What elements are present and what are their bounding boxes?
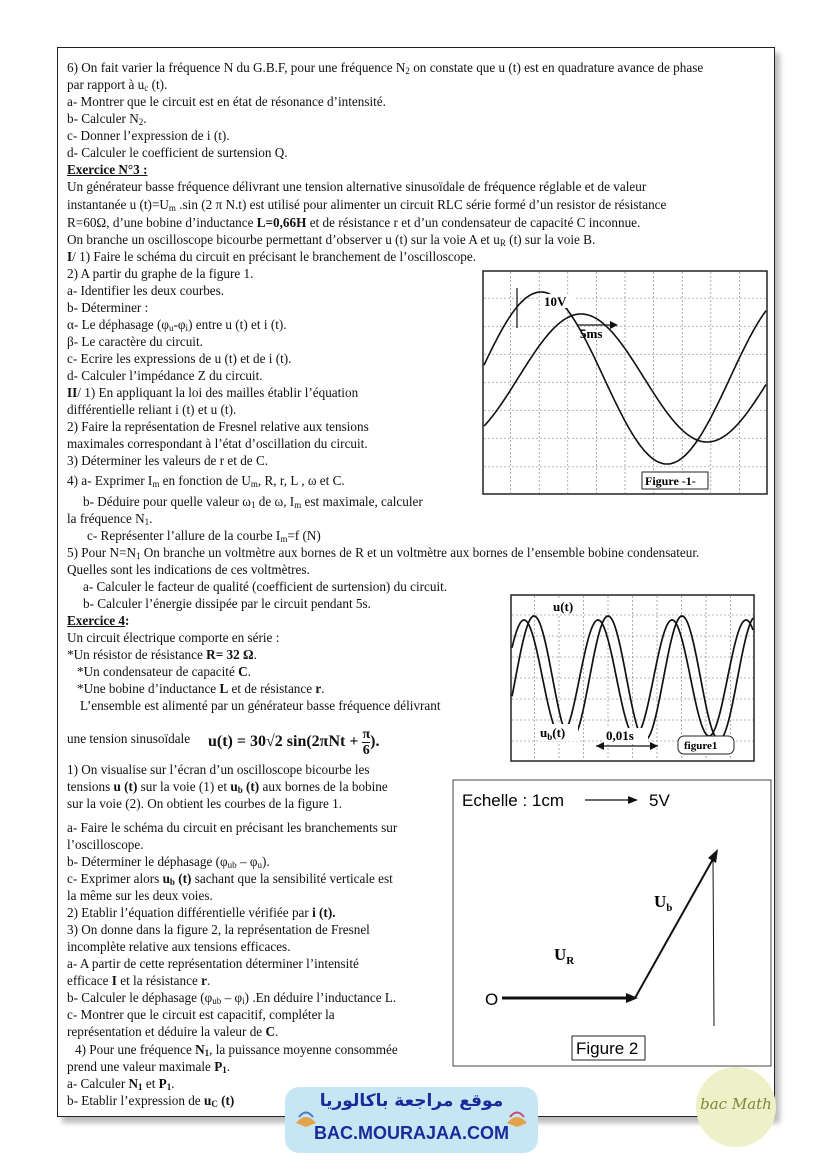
ex3-ii-q4a: 4) a- Exprimer $I_m$ en fonction de $U_m$, R, r, L , ω et C. [67,473,345,489]
ex3-part-1: I/ 1) Faire le schéma du circuit en précisant le branchement de l’oscilloscope. [67,249,477,264]
ex4-q1-line-1: 1) On visualise sur l’écran d’un oscilloscope bicourbe les [67,762,370,777]
figure-ex4-caption: figure1 [684,740,718,752]
ex3-line-1: Un générateur basse fréquence délivrant une tension alternative sinusoïdale de fréquence réglable et de valeur [67,179,647,194]
ex4-q3a-line-2: efficace I et la résistance r. [67,973,211,988]
intro-line-6: d- Calculer le coefficient de surtension Q. [67,145,288,160]
ex4-line-5: L’ensemble est alimenté par un générateur basse fréquence délivrant [80,698,441,713]
ex3-part-2: II/ 1) En appliquant la loi des mailles établir l’équation [67,385,359,400]
ex4-line-2: *Un résistor de résistance R= 32 Ω. [67,647,257,662]
figure-2-border [453,780,771,1066]
exercise-4-title: Exercice 4: [67,613,130,628]
figure-ex4-time-label: 0,01s [606,728,634,743]
figure-1-volt-label: 10V [544,294,567,309]
figure-1-time-label: 5ms [580,326,603,341]
ex3-ii-q5: 5) Pour $N=N_1$ On branche un voltmètre aux bornes de R et un voltmètre aux bornes de l’ensemble bobine condensateur. [67,545,700,561]
ex3-ii-q5b: b- Calculer l’énergie dissipée par le circuit pendant 5s. [83,596,371,611]
figure-ex4-u-label: u(t) [553,599,574,614]
figure-2-caption: Figure 2 [576,1039,639,1058]
ex3-q2c: c- Ecrire les expressions de u (t) et de i (t). [67,351,292,366]
figure-1-oscillogram [482,270,768,495]
exercise-3-title: Exercice N°3 : [67,162,148,177]
ex4-q1-line-2: tensions u (t) sur la voie (1) et $u_b$ (t) aux bornes de la bobine [67,779,388,795]
figure-2-scale-value: 5V [649,791,670,810]
ex4-q3-line-1: 3) On donne dans la figure 2, la représentation de Fresnel [67,922,370,937]
figure-ex4-ub-label: $u_b(t)$ [540,725,566,742]
ex4-q4: 4) Pour une fréquence $N_1$, la puissance moyenne consommée [75,1042,398,1058]
ex3-part-2-line-2: différentielle reliant i (t) et u (t). [67,402,237,417]
ex4-q3a: a- A partir de cette représentation déterminer l’intensité [67,956,359,971]
ex4-q3c: c- Montrer que le circuit est capacitif, compléter la [67,1007,335,1022]
ex3-q2a: a- Identifier les deux courbes. [67,283,225,298]
ex4-q1-line-3: sur la voie (2). On obtient les courbes de la figure 1. [67,796,343,811]
ex3-q2b-alpha: α- Le déphasage $(\varphi_u-\varphi_i)$ entre u (t) et i (t). [67,317,287,333]
ex3-line-4: On branche un oscilloscope bicourbe permettant d’observer u (t) sur la voie A et $u_R$ (t) sur la voie B. [67,232,596,248]
ex3-ii-q4c: c- Représenter l’allure de la courbe $I_m=f$ (N) [87,528,321,544]
figure-2-fresnel [452,779,772,1067]
ex4-q4b: b- Etablir l’expression de $u_C$ (t) [67,1093,235,1109]
intro-line-2: par rapport à $u_c$ (t). [67,77,168,93]
ex3-line-3: R=60Ω, d’une bobine d’inductance L=0,66H et de résistance r et d’un condensateur de capacité C inconnue. [67,215,641,230]
ex4-q3b: b- Calculer le déphasage $(\varphi_{ub} - \varphi_i)$ .En déduire l’inductance L. [67,990,397,1006]
ex4-line-3: *Un condensateur de capacité C. [77,664,251,679]
figure-1-caption: Figure -1- [645,474,696,488]
ex4-q3-line-2: incomplète relative aux tensions efficaces. [67,939,291,954]
intro-line-4: b- Calculer $N_2$. [67,111,147,127]
ex3-line-2: instantanée u $(t)=U_m$ .sin (2 π N.t) est utilisé pour alimenter un circuit RLC série formé d’un resistor de résistance [67,197,667,213]
ex4-q1b: b- Déterminer le déphasage $(\varphi_{ub} - \varphi_u)$. [67,854,270,870]
ex3-q2b: b- Déterminer : [67,300,149,315]
footer-banner[interactable] [285,1087,538,1153]
ex4-q2: 2) Etablir l’équation différentielle vérifiée par i (t). [67,905,336,920]
ex3-q2d: d- Calculer l’impédance Z du circuit. [67,368,263,383]
footer-arabic-title: موقع مراجعة باكالوريا [319,1091,504,1111]
ex3-ii-q2-line-2: maximales correspondant à l’état d’oscillation du circuit. [67,436,368,451]
ex3-q2b-beta: β- Le caractère du circuit. [67,334,203,349]
ex3-ii-q5a: a- Calculer le facteur de qualité (coefficient de surtension) du circuit. [83,579,448,594]
ex4-formula: u(t) = 30√2 sin(2πNt + $\frac{\pi}{6}$ ). [208,727,380,758]
intro-line-3: a- Montrer que le circuit est en état de résonance d’intensité. [67,94,386,109]
ex4-line-4: *Une bobine d’inductance L et de résistance r. [77,681,325,696]
ex4-q1a-line-1: a- Faire le schéma du circuit en précisant les branchements sur [67,820,398,835]
figure-2-ub-label: $U_b$ [654,892,673,914]
ex4-q1a-line-2: l’oscilloscope. [67,837,144,852]
figure-ex4-oscillogram [510,594,755,762]
ex4-line-6: une tension sinusoïdale [67,731,191,746]
ex4-q4a: a- Calculer $N_1$ et $P_1$. [67,1076,175,1092]
ex4-q1c: c- Exprimer alors $u_b$ (t) sachant que la sensibilité verticale est [67,871,393,887]
ex3-ii-q4b: b- Déduire pour quelle valeur $\omega_1$ de ω, $I_m$ est maximale, calculer [83,494,423,510]
ex3-ii-q5-line-2: Quelles sont les indications de ces voltmètres. [67,562,310,577]
ex4-q1c-line-2: la même sur les deux voies. [67,888,213,903]
intro-line-1: 6) On fait varier la fréquence N du G.B.F, pour une fréquence $N_2$ on constate que u (t) est en quadrature avance de phase [67,60,704,76]
figure-2-scale-label: Echelle : 1cm [462,791,565,810]
ex4-q3c-line-2: représentation et déduire la valeur de C. [67,1024,279,1039]
ex3-ii-q4b-line-2: la fréquence $N_1$. [67,511,153,527]
ex4-q4-line-2: prend une valeur maximale $P_1$. [67,1059,231,1075]
footer-site-link[interactable]: BAC.MOURAJAA.COM [314,1123,509,1143]
intro-line-5: c- Donner l’expression de i (t). [67,128,230,143]
ex3-ii-q2-line-1: 2) Faire la représentation de Fresnel relative aux tensions [67,419,369,434]
bac-math-badge [696,1067,776,1147]
logo-right-icon [504,1105,530,1131]
figure-2-origin: O [485,990,499,1009]
ex3-q2: 2) A partir du graphe de la figure 1. [67,266,254,281]
ex4-line-1: Un circuit électrique comporte en série : [67,630,280,645]
ex3-ii-q3: 3) Déterminer les valeurs de r et de C. [67,453,269,468]
bac-math-badge-text: bac Math [700,1095,772,1113]
figure-2-ur-label: $U_R$ [554,945,575,967]
